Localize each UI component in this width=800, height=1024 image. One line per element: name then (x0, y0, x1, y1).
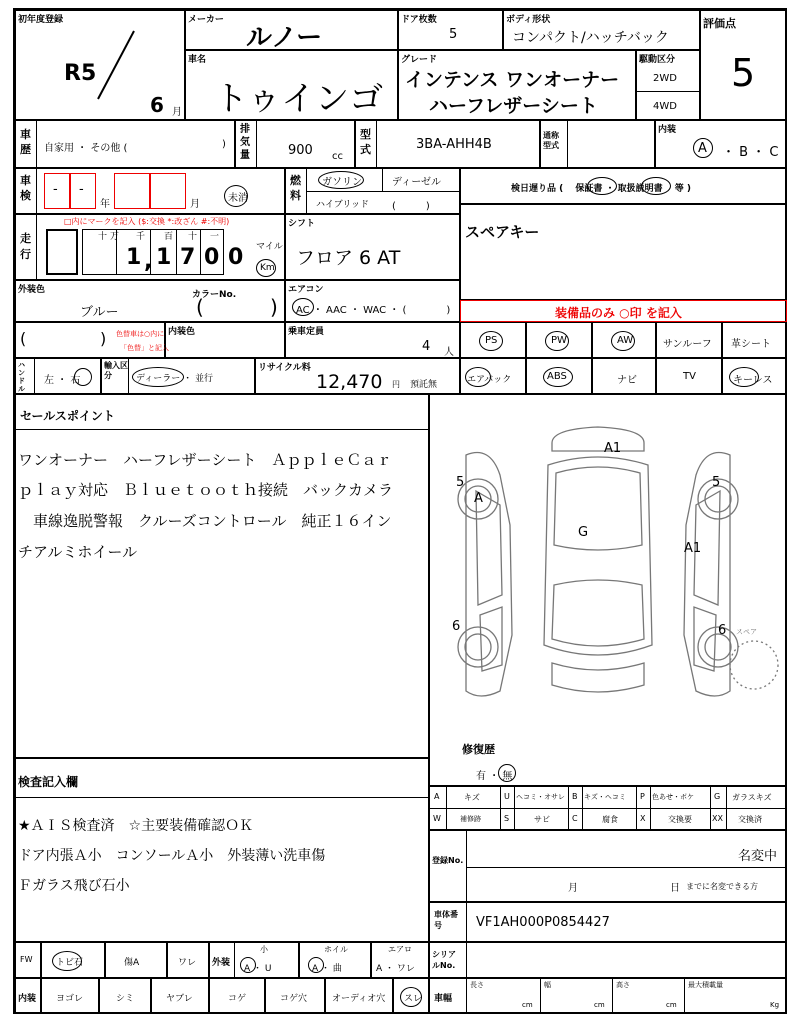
legend-w-text: 補修跡 (460, 815, 481, 823)
wheel-circle (308, 957, 324, 973)
fw-scratch-label: 傷A (124, 958, 140, 968)
interior-cell (655, 120, 787, 168)
ext-small-label: 小 (260, 945, 268, 954)
dim-length-label: 長さ (470, 981, 484, 989)
fw-chip (41, 942, 105, 978)
aw-circle (611, 331, 635, 351)
mark-right-rear-6: 6 (718, 623, 727, 638)
fuel-diesel: ディーゼル (392, 177, 441, 188)
fw-label: FW (20, 955, 33, 964)
digit-sen: 1 (156, 245, 172, 270)
dim-length-unit: cm (522, 1001, 533, 1009)
import-cell (101, 358, 255, 394)
abs-circle (543, 367, 573, 387)
dim-height-label: 高さ (616, 981, 630, 989)
int-tear (151, 978, 209, 1014)
disp-value: 900 (288, 143, 313, 158)
equip-tv (656, 358, 722, 394)
reg-day: 日 (670, 883, 680, 894)
dealer-circle (132, 367, 184, 387)
dims-label: 車幅 (434, 994, 453, 1004)
gasoline-circle (318, 171, 364, 189)
disp-label: 排気量 (240, 124, 250, 161)
inspect-year: 年 (100, 199, 110, 210)
legend-s-text: サビ (534, 815, 550, 824)
equip-tv-label: TV (683, 371, 696, 382)
fw-crack-label: ワレ (178, 958, 197, 968)
legend-p-text: 色あせ・ボケ (652, 793, 694, 801)
inspect-none: 未消 (228, 193, 248, 204)
car-name-cell (185, 50, 398, 120)
sales-title: セールスポイント (20, 409, 115, 423)
ac-label: エアコン (288, 285, 324, 295)
spare-label: スペア (736, 628, 757, 636)
car-name-value: トゥインゴ (214, 79, 384, 119)
equip-sunroof (656, 322, 722, 358)
history-value: 自家用 ・ その他 ( (44, 143, 128, 154)
history-close: ) (222, 139, 226, 150)
model-value: 3BA-AHH4B (416, 137, 492, 152)
reg-month: 6 (150, 93, 164, 117)
digit-ichi: 0 (228, 245, 244, 270)
car-name-label: 車名 (188, 55, 207, 65)
repair-label: 修復歴 (462, 743, 495, 756)
wheel-cell (299, 942, 371, 978)
model-cell (355, 120, 540, 168)
history-label: 車歴 (20, 128, 31, 156)
body-value: コンパクト/ハッチバック (512, 30, 669, 46)
sales-line-2: ｐｌａｙ対応 Ｂｌｕｅｔｏｏｔｈ接続 バックカメラ (18, 481, 394, 499)
mileage-label: 走行 (20, 232, 31, 261)
color-no-paren-l: ( (196, 295, 204, 319)
vin-cell (429, 902, 787, 942)
inspection-line-1: ★ＡＩＳ検査済 ☆主要装備確認ＯＫ (18, 818, 254, 834)
mark-right-front-5: 5 (712, 475, 721, 490)
int-damage-label: 内装 (18, 994, 37, 1004)
equip-abs (526, 358, 592, 394)
unit-hyaku: 百 (164, 232, 174, 242)
int-burn-hole-label: コゲ穴 (280, 994, 308, 1004)
equip-keyless-label: キーレス (733, 375, 773, 386)
inspection-title: 検査記入欄 (18, 775, 79, 789)
shift-value: フロア 6 AT (296, 247, 401, 269)
docs-cell (460, 168, 787, 204)
legend-c-text: 腐食 (602, 815, 618, 824)
ext-small-cell (209, 942, 299, 978)
recycle-label: リサイクル料 (258, 363, 311, 373)
fw-crack (167, 942, 209, 978)
first-reg-cell (15, 10, 185, 120)
legend-b-text: キズ・ヘコミ (584, 793, 626, 801)
mark-right-door-a1: A1 (684, 541, 702, 556)
legend-x-text: 交換要 (668, 815, 692, 824)
recycle-cell (255, 358, 460, 394)
shift-cell (285, 214, 460, 280)
maker-value: ルノー (246, 23, 323, 53)
fuel-hybrid-paren: ( ) (392, 201, 430, 212)
mark-left-door-a: A (474, 491, 483, 506)
legend-table (429, 786, 787, 830)
legend-w-code: W (433, 814, 441, 823)
inspect-month: 月 (190, 199, 200, 210)
interior-rest: ・ B ・ C (722, 145, 779, 160)
digit-ju: 0 (204, 245, 220, 270)
int-damage-label-cell (15, 978, 41, 1014)
mile-label: マイル (256, 242, 283, 252)
doors-label: ドア枚数 (401, 15, 437, 25)
legend-g-text: ガラスキズ (732, 793, 772, 802)
int-dirt (41, 978, 99, 1014)
int-dirt-label: ヨゴレ (56, 994, 84, 1004)
int-rub (393, 978, 429, 1014)
int-stain (99, 978, 151, 1014)
registration-cell (429, 830, 787, 902)
unit-sen: 千 (136, 232, 146, 242)
int-tear-label: ヤブレ (166, 994, 193, 1004)
mark-left-rear-6: 6 (452, 619, 461, 634)
red-note1: 色替車は○内に (116, 330, 165, 338)
grade-line2: ハーフレザーシート (429, 95, 598, 117)
ac-cell (285, 280, 460, 322)
reg-month-unit: 月 (172, 107, 182, 118)
right-hand-circle (74, 368, 92, 386)
shift-label: シフト (288, 219, 316, 229)
legend-s-code: S (504, 814, 510, 823)
digit-man: 1 (126, 245, 142, 270)
drive-label: 駆動区分 (639, 55, 676, 65)
legend-g-code: G (714, 792, 721, 801)
seats-unit: 人 (444, 347, 454, 358)
interior-label: 内装 (658, 125, 677, 135)
equipment-notes-cell (460, 204, 787, 300)
aero-label: エアロ (388, 945, 412, 954)
sales-line-1: ワンオーナー ハーフレザーシート ＡｐｐｌｅＣａｒ (18, 451, 392, 469)
inspection-date-cell (15, 168, 285, 214)
int-color-cell (165, 322, 285, 358)
handle-label: ハンドル (18, 361, 25, 393)
name-change: 名変中 (738, 849, 778, 864)
import-label: 輸入区分 (104, 361, 128, 380)
legend-xx-text: 交換済 (738, 815, 762, 824)
keyless-circle (729, 367, 759, 387)
mileage-note: □内にマークを記入 ($:交換 *:改ざん #:不明) (64, 217, 230, 226)
sales-point-box (15, 394, 429, 758)
unit-ju: 十 (188, 232, 198, 242)
recycle-deposit: 預託無 (410, 380, 438, 390)
aero-value: A ・ ワレ (376, 964, 415, 974)
warranty-circle (587, 177, 617, 195)
wheel-label: ホイル (324, 945, 348, 954)
int-rub-label: スレ (404, 994, 423, 1004)
ext-small-value: A ・ U (244, 964, 272, 974)
int-audio-hole (325, 978, 393, 1014)
dim-width-label: 幅 (544, 981, 551, 989)
int-color-label: 内装色 (168, 327, 196, 337)
reg-month: 月 (568, 883, 578, 894)
doors-value: 5 (449, 27, 458, 42)
body-cell (503, 10, 700, 50)
repair-none-circle (498, 764, 516, 782)
color-no-paren-r: ) (270, 295, 278, 319)
vin-label: 車体番号 (434, 910, 458, 930)
car-diagram-box (429, 394, 787, 786)
score-label: 評価点 (703, 17, 736, 30)
ps-circle (479, 331, 503, 351)
common-label: 通称型式 (543, 131, 559, 150)
sales-line-4: チアルミホイール (18, 543, 138, 561)
spare-key-text: スペアキー (465, 223, 540, 241)
repair-value: 有 ・ 無 (476, 771, 513, 782)
ac-value: AC ・ AAC ・ WAC ・ ( ) (296, 305, 451, 316)
fuel-gasoline: ガソリン (322, 177, 362, 188)
fuel-label: 燃料 (290, 174, 301, 202)
cc-paren-l: ( (20, 329, 27, 348)
import-value: ディーラー ・ 並行 (136, 374, 214, 384)
manual-circle (641, 177, 671, 195)
legend-xx-code: XX (712, 814, 723, 823)
red-note2: 「色替」と記入 (120, 344, 169, 352)
reg-deadline: までに名変できる方 (686, 882, 758, 891)
first-reg-label: 初年度登録 (18, 15, 64, 25)
legend-b-code: B (572, 792, 578, 801)
chip-circle (52, 951, 82, 971)
fuel-cell (285, 168, 460, 214)
serial-cell (429, 942, 787, 978)
drive-2wd: 2WD (653, 73, 677, 84)
history-cell (15, 120, 235, 168)
serial-label: シリアルNo. (432, 950, 456, 970)
equip-aw (592, 322, 656, 358)
score-value: 5 (731, 51, 756, 95)
grade-line1: インテンス ワンオーナー (405, 69, 620, 91)
equip-airbag-label: エアバック (467, 375, 512, 385)
equip-airbag (460, 358, 526, 394)
equip-title: 装備品のみ ○印 を記入 (555, 306, 682, 320)
cc-paren-r: ) (100, 329, 107, 348)
inspect-label: 車検 (20, 174, 31, 202)
int-burn-label: コゲ (228, 994, 247, 1004)
dim-width-unit: cm (594, 1001, 605, 1009)
color-no-label: カラーNo. (192, 290, 237, 300)
doors-cell (398, 10, 503, 50)
seats-cell (285, 322, 460, 358)
ext-small-circle (240, 957, 256, 973)
maker-cell (185, 10, 398, 53)
body-label: ボディ形状 (506, 15, 551, 25)
int-stain-label: シミ (116, 994, 135, 1004)
equip-ps-label: PS (485, 335, 498, 346)
equip-navi-label: ナビ (617, 375, 637, 386)
unit-ichi: 一 (210, 232, 220, 242)
auction-sheet (13, 8, 787, 1014)
inspection-box (15, 758, 429, 942)
legend-p-code: P (640, 792, 645, 801)
fw-scratch (105, 942, 167, 978)
color-change-cell (15, 322, 169, 358)
dim-load-unit: Kg (770, 1001, 780, 1009)
unit-man: 万 (110, 232, 120, 242)
digit-comma: , (144, 249, 153, 274)
equip-aw-label: AW (617, 335, 634, 346)
ext-color-label: 外装色 (18, 285, 46, 295)
seats-value: 4 (422, 339, 431, 354)
docs-text: 検日遅り品 ( 保証書 ・ 取扱説明書 等 ) (511, 184, 692, 194)
inspect-dash2: - (79, 182, 84, 197)
handle-value: 左 ・ 右 (44, 375, 81, 386)
dim-height-unit: cm (666, 1001, 677, 1009)
displacement-cell (235, 120, 355, 168)
mark-left-front-5: 5 (456, 475, 465, 490)
mark-front-a1: A1 (604, 441, 622, 456)
score-cell (700, 10, 787, 120)
handle-cell (15, 358, 101, 394)
grade-label: グレード (401, 55, 438, 65)
inspect-dash1: - (53, 182, 58, 197)
equip-pw-label: PW (551, 335, 567, 346)
airbag-circle (465, 367, 491, 387)
legend-c-code: C (572, 814, 578, 823)
model-label: 型式 (360, 128, 371, 156)
ac-circle (292, 298, 314, 316)
recycle-yen: 円 (392, 380, 400, 389)
ext-color-cell (15, 280, 285, 322)
equip-title-cell (460, 300, 787, 322)
int-audio-hole-label: オーディオ穴 (332, 994, 386, 1004)
reg-year: R5 (64, 61, 97, 86)
inspection-line-2: ドア内張Ａ小 コンソールＡ小 外装薄い洗車傷 (18, 848, 326, 864)
legend-a-text: キズ (464, 793, 480, 802)
seats-label: 乗車定員 (288, 327, 325, 337)
km-circle (256, 259, 276, 277)
km-label: Km (260, 263, 275, 273)
fw-chip-label: トビ石 (56, 958, 84, 968)
wheel-value: A ・ 曲 (312, 964, 342, 974)
common-model-cell (540, 120, 655, 168)
equip-keyless (722, 358, 787, 394)
inspection-line-3: Ｆガラス飛び石小 (18, 878, 130, 894)
unit-juman: 十 (98, 232, 108, 242)
fuel-hybrid: ハイブリッド (316, 200, 370, 210)
interior-a-circle (693, 138, 713, 158)
ext-label: 外装 (212, 958, 231, 968)
interior-a: A (698, 141, 707, 156)
inspect-none-circle (224, 185, 248, 207)
int-burn (209, 978, 265, 1014)
equip-abs-label: ABS (547, 371, 567, 382)
dims-cell (429, 978, 787, 1014)
mark-roof-g: G (578, 525, 589, 540)
equip-pw (526, 322, 592, 358)
rub-circle (400, 987, 422, 1007)
legend-x-code: X (640, 814, 646, 823)
disp-unit: cc (332, 151, 343, 162)
legend-a-code: A (434, 792, 440, 801)
aero-cell (371, 942, 429, 978)
sales-line-3: 車線逸脱警報 クルーズコントロール 純正１６イン (18, 512, 392, 530)
equip-ps (460, 322, 526, 358)
legend-u-text: ヘコミ・オサレ (516, 793, 565, 801)
equip-navi (592, 358, 656, 394)
ext-color-value: ブルー (80, 305, 119, 320)
int-burn-hole (265, 978, 325, 1014)
grade-cell (398, 50, 636, 120)
equip-sunroof-label: サンルーフ (663, 339, 712, 350)
fw-cell (15, 942, 41, 978)
pw-circle (545, 331, 569, 351)
maker-label: メーカー (188, 15, 224, 25)
drive-4wd: 4WD (653, 101, 677, 112)
drive-cell (636, 50, 700, 120)
mileage-cell (15, 214, 285, 280)
equip-leather-label: 革シート (731, 339, 771, 350)
vin-value: VF1AH000P0854427 (476, 915, 610, 930)
legend-u-code: U (504, 792, 510, 801)
reg-no-label: 登録No. (432, 856, 464, 865)
equip-leather (722, 322, 787, 358)
dim-load-label: 最大積載量 (688, 981, 723, 989)
recycle-value: 12,470 (316, 371, 383, 393)
digit-hyaku: 7 (180, 245, 196, 270)
